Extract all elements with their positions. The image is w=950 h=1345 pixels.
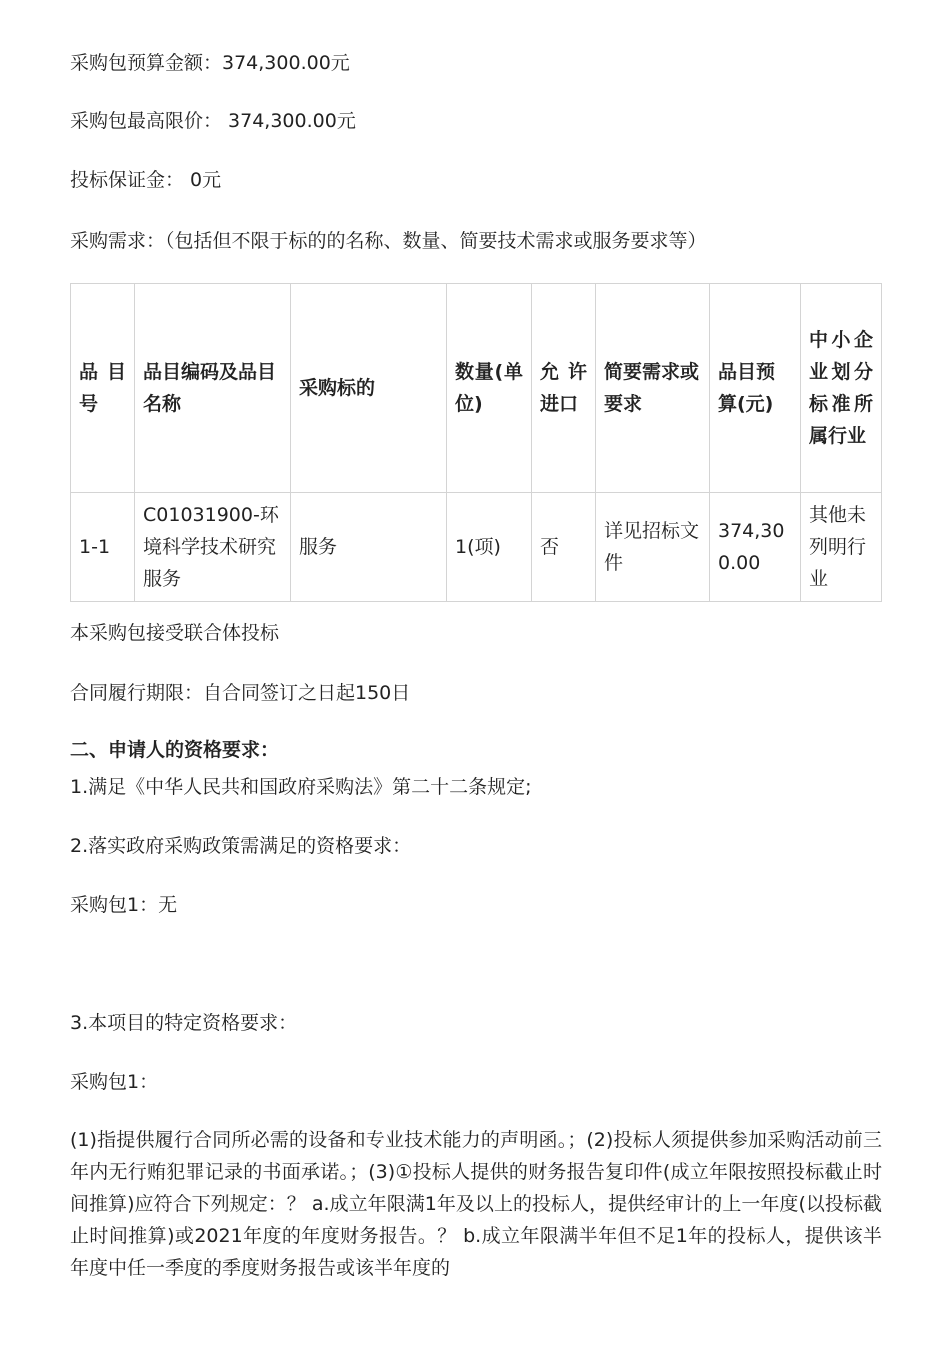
cell-quantity: 1(项)	[447, 493, 532, 602]
contract-period: 合同履行期限：自合同签订之日起150日	[70, 682, 411, 704]
procurement-items-table	[70, 283, 882, 602]
header-industry: 中小企业划分标准所属行业	[801, 284, 882, 493]
cell-requirement: 详见招标文件	[596, 493, 710, 602]
cell-subject: 服务	[291, 493, 447, 602]
cell-code-name: C01031900-环境科学技术研究服务	[135, 493, 291, 602]
header-import: 允许进口	[532, 284, 596, 493]
requirement-3-detail: (1)指提供履行合同所必需的设备和专业技术能力的声明函。；(2)投标人须提供参加采购活动前三年内无行贿犯罪记录的书面承诺。；(3)①投标人提供的财务报告复印件(成立年限按照投标截止时间推算)应符合下列规定：？ a.成立年限满1年及以上的投标人，提供经审计的上一年度(以投标截止时间推算)或2021年度的年度财务报告。？ b.成立年限满半年但不足1年的投标人，提供该半年度中任一季度的季度财务报告或该半年度的	[70, 1129, 882, 1279]
requirement-1: 1.满足《中华人民共和国政府采购法》第二十二条规定;	[70, 776, 532, 798]
cell-import: 否	[532, 493, 596, 602]
cell-item-no: 1-1	[71, 493, 135, 602]
requirement-2-package: 采购包1：无	[70, 894, 178, 916]
requirement-3-package: 采购包1：	[70, 1071, 159, 1093]
cell-budget: 374,300.00	[710, 493, 801, 602]
consortium-note: 本采购包接受联合体投标	[70, 622, 280, 644]
cell-industry: 其他未列明行业	[801, 493, 882, 602]
max-price: 采购包最高限价： 374,300.00元	[70, 110, 356, 132]
bid-deposit: 投标保证金： 0元	[70, 169, 222, 191]
header-requirement: 简要需求或要求	[596, 284, 710, 493]
requirement-2: 2.落实政府采购政策需满足的资格要求：	[70, 835, 412, 857]
requirement-intro: 采购需求：（包括但不限于标的的名称、数量、简要技术需求或服务要求等）	[70, 230, 707, 252]
table-row	[71, 493, 882, 602]
budget-amount: 采购包预算金额：374,300.00元	[70, 52, 350, 74]
header-item-no: 品目号	[71, 284, 135, 493]
header-subject: 采购标的	[291, 284, 447, 493]
header-code-name: 品目编码及品目名称	[135, 284, 291, 493]
section-title-qualification: 二、申请人的资格要求：	[70, 739, 280, 761]
header-quantity: 数量(单位)	[447, 284, 532, 493]
requirement-3: 3.本项目的特定资格要求：	[70, 1012, 298, 1034]
table-header-row	[71, 284, 882, 493]
header-budget: 品目预算(元)	[710, 284, 801, 493]
